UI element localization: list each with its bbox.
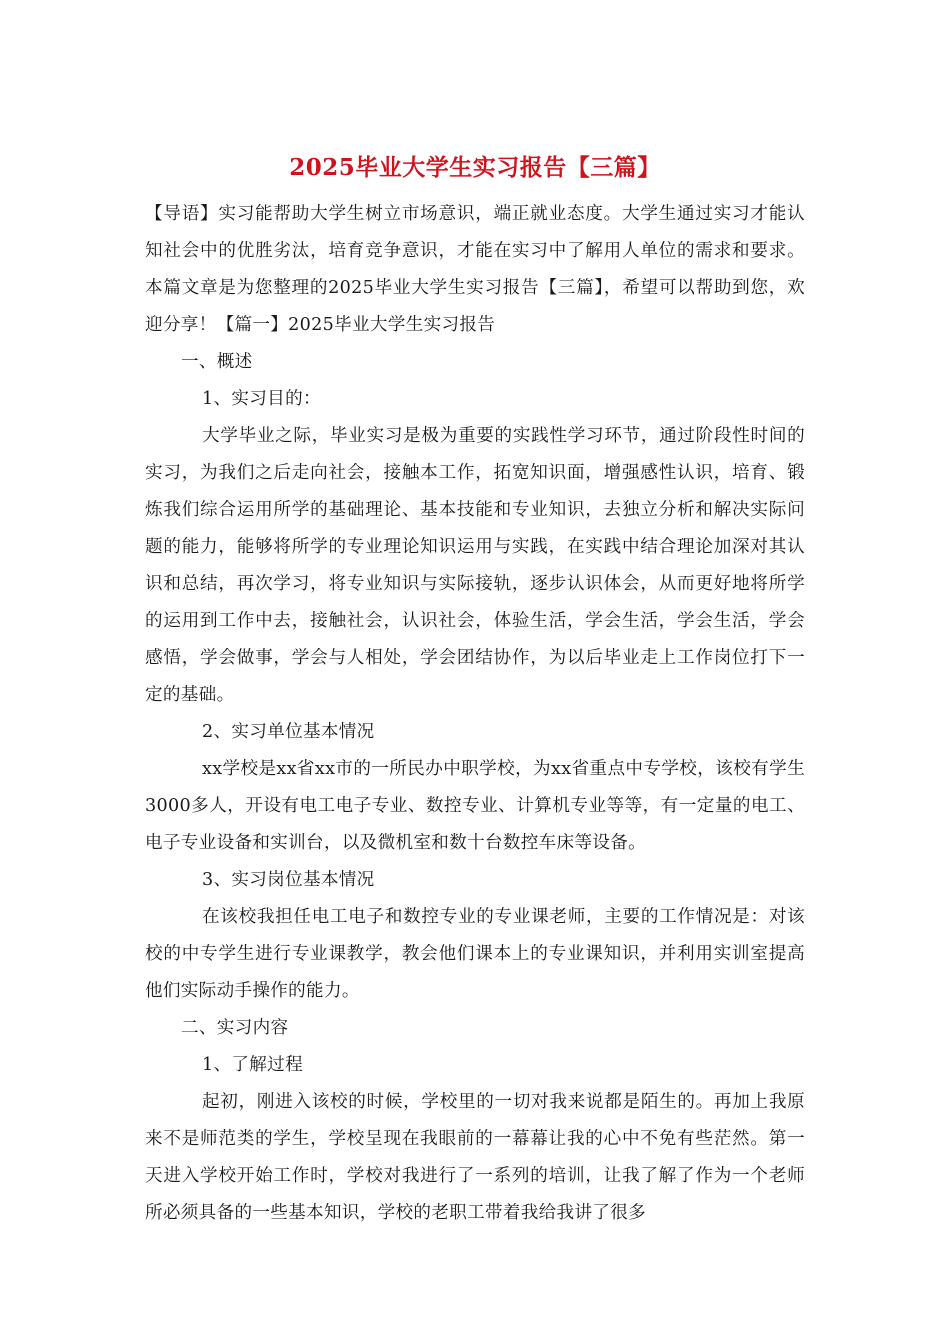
paragraph-process: 起初，刚进入该校的时候，学校里的一切对我来说都是陌生的。再加上我原来不是师范类的学生，学校呈现在我眼前的一幕幕让我的心中不免有些茫然。第一天进入学校开始工作时，学校对我进行了一系列的培训，让我了解了作为一个老师所必须具备的一些基本知识，学校的老职工带着我给我讲了很多 — [145, 1092, 805, 1223]
paragraph-position-info: 在该校我担任电工电子和数控专业的专业课老师，主要的工作情况是：对该校的中专学生进行专业课教学，教会他们课本上的专业课知识，并利用实训室提高他们实际动手操作的能力。 — [145, 907, 805, 1001]
subheading-position-info: 3、实习岗位基本情况 — [202, 870, 375, 890]
subheading-unit-info: 2、实习单位基本情况 — [202, 722, 375, 742]
section-heading-content: 二、实习内容 — [181, 1018, 289, 1038]
intro-paragraph: 【导语】实习能帮助大学生树立市场意识，端正就业态度。大学生通过实习才能认知社会中的优胜劣汰，培育竞争意识，才能在实习中了解用人单位的需求和要求。本篇文章是为您整理的2025毕业大学生实习报告【三篇】，希望可以帮助到您，欢迎分享！【篇一】2025毕业大学生实习报告 — [145, 204, 805, 335]
document-body — [145, 196, 805, 1232]
document-title: 2025毕业大学生实习报告【三篇】 — [289, 154, 661, 181]
paragraph-purpose: 大学毕业之际，毕业实习是极为重要的实践性学习环节，通过阶段性时间的实习，为我们之后走向社会，接触本工作，拓宽知识面，增强感性认识，培育、锻炼我们综合运用所学的基础理论、基本技能和专业知识，去独立分析和解决实际问题的能力，能够将所学的专业理论知识运用与实践，在实践中结合理论加深对其认识和总结，再次学习，将专业知识与实际接轨，逐步认识体会，从而更好地将所学的运用到工作中去，接触社会，认识社会，体验生活，学会生活，学会生活，学会感悟，学会做事，学会与人相处，学会团结协作，为以后毕业走上工作岗位打下一定的基础。 — [145, 426, 805, 705]
section-heading-overview: 一、概述 — [181, 352, 253, 372]
subheading-process: 1、了解过程 — [202, 1055, 303, 1075]
paragraph-unit-info: xx学校是xx省xx市的一所民办中职学校，为xx省重点中专学校，该校有学生3000多人，开设有电工电子专业、数控专业、计算机专业等等，有一定量的电工、电子专业设备和实训台，以及微机室和数十台数控车床等设备。 — [145, 759, 805, 853]
subheading-purpose: 1、实习目的： — [202, 389, 321, 409]
